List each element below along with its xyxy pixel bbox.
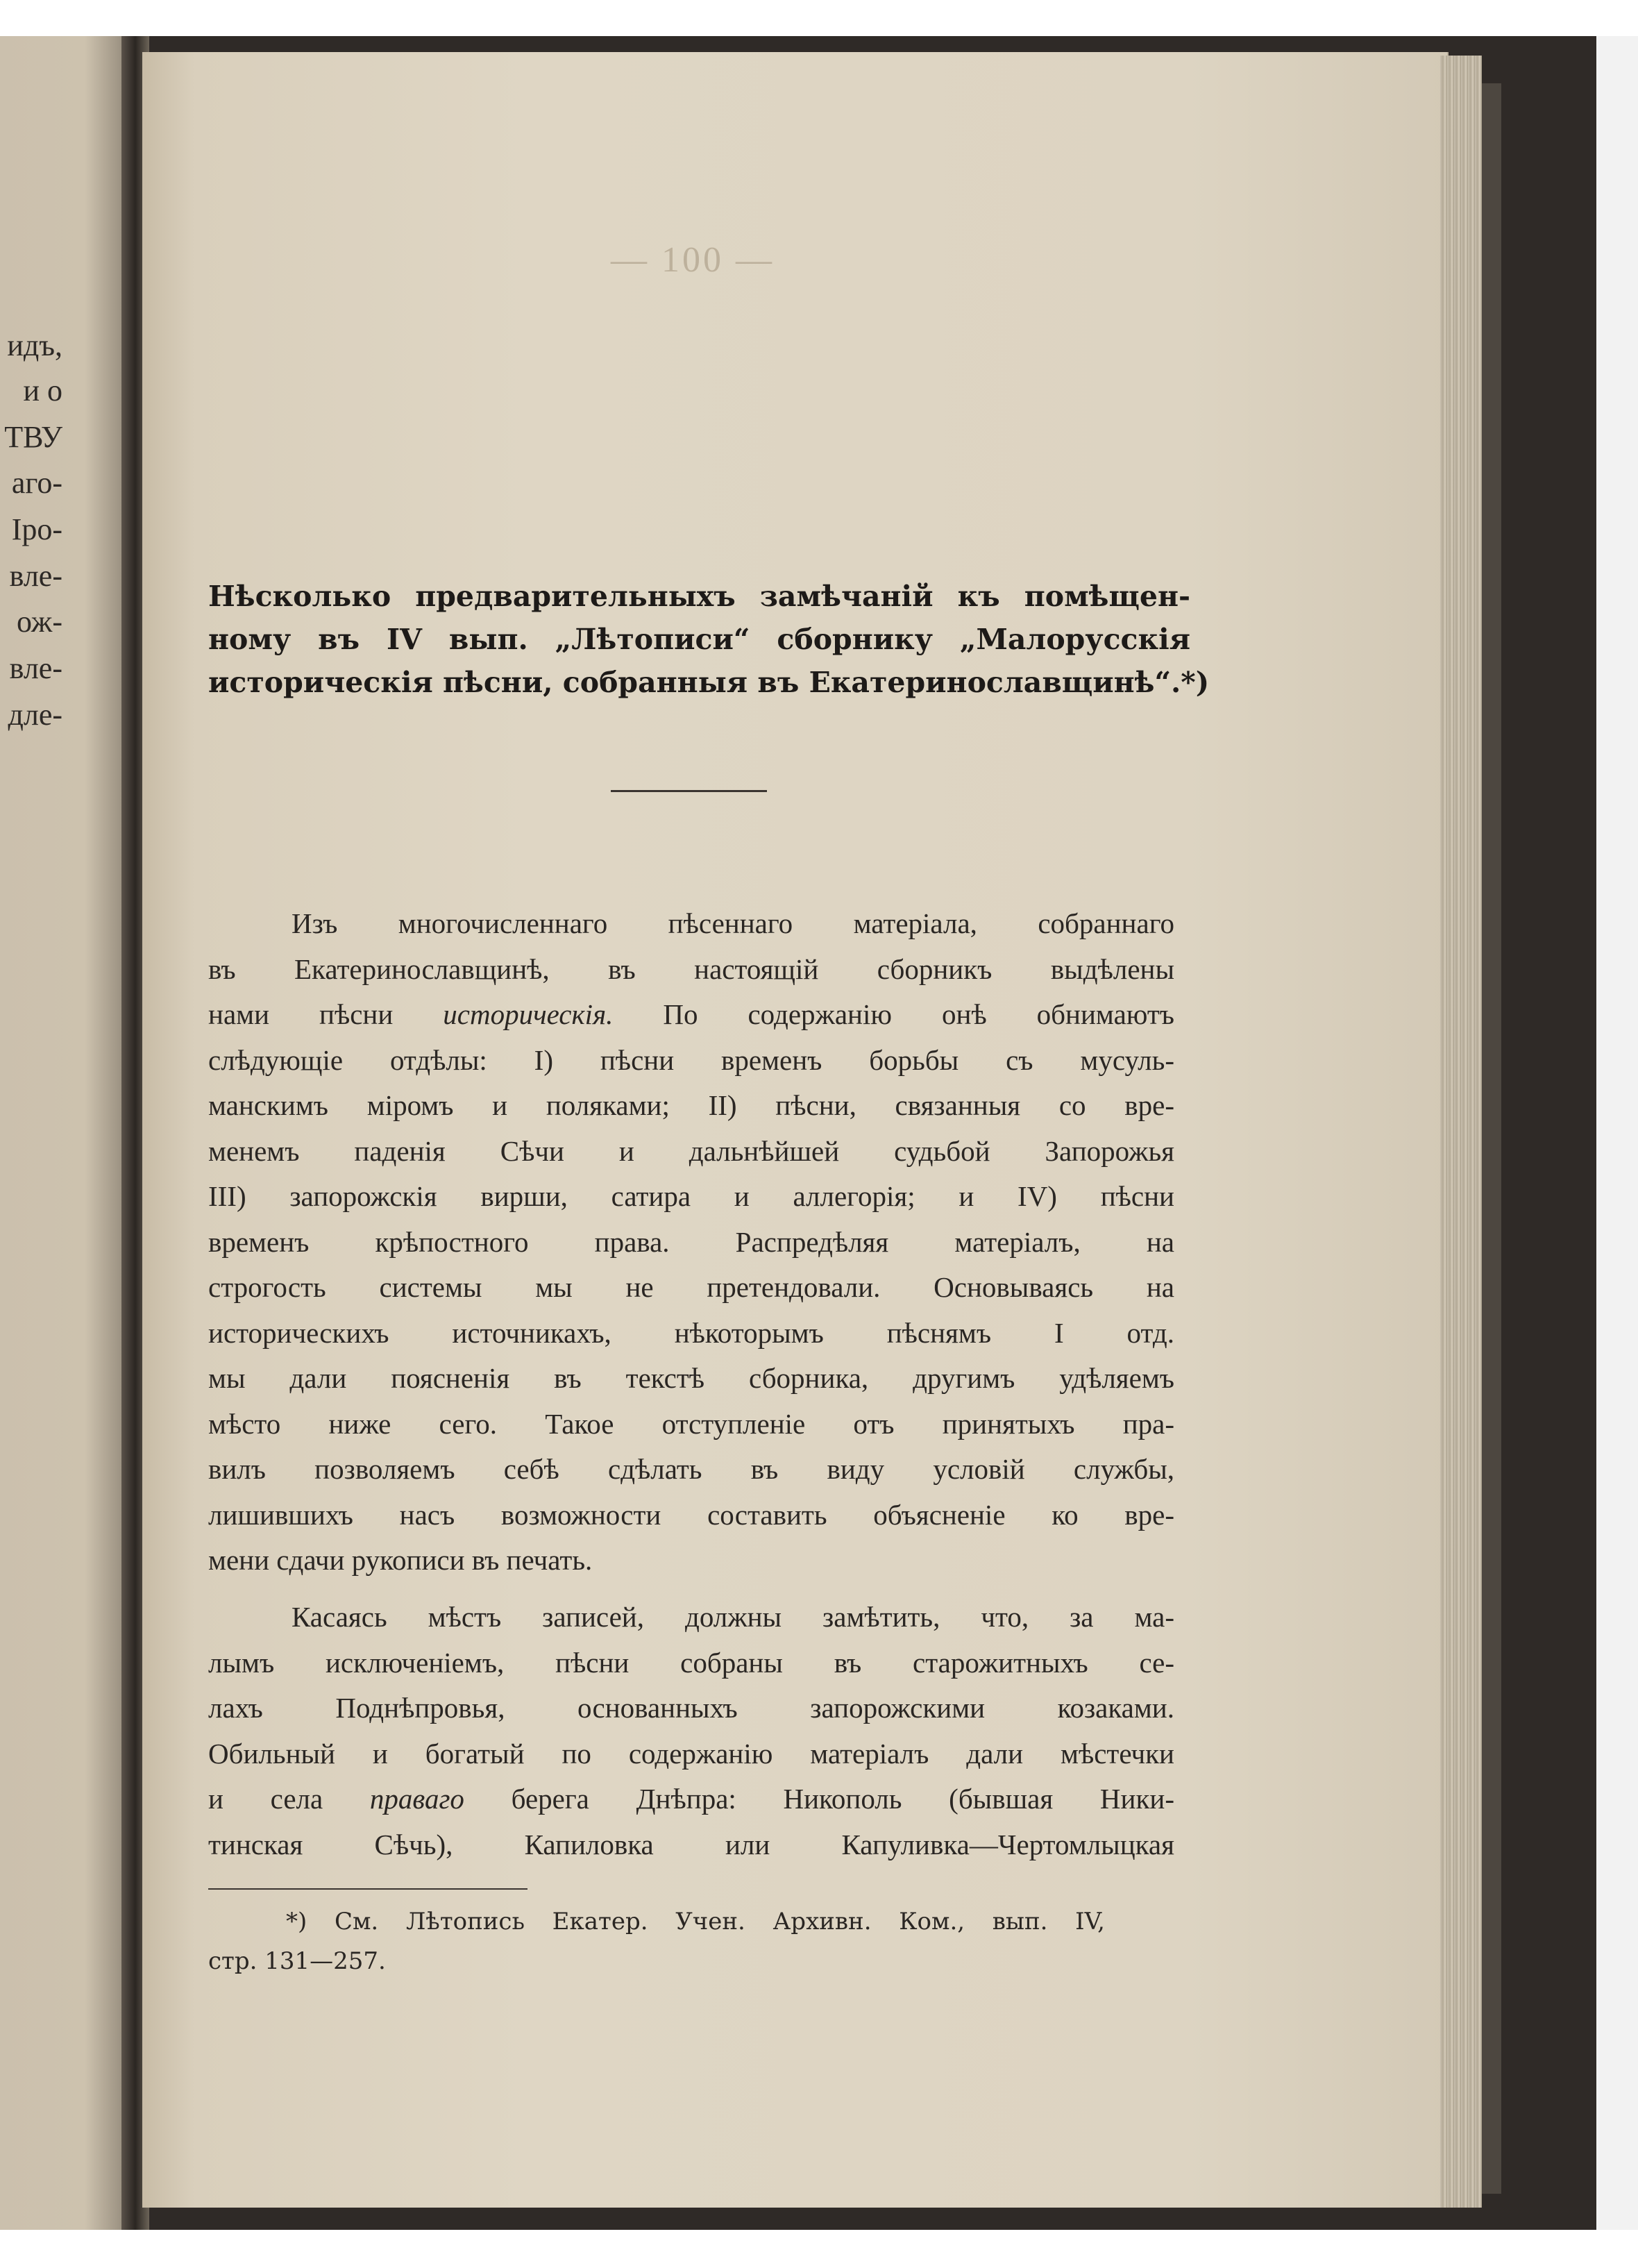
- text-segment: и села: [208, 1783, 370, 1815]
- text-line: вилъ позволяемъ себѣ сдѣлать въ виду условій службы,: [208, 1453, 1174, 1485]
- footnote-line: *) См. Лѣтопись Екатер. Учен. Архивн. Ком., вып. IV,: [286, 1908, 1105, 1935]
- text-line: мѣсто ниже сего. Такое отступленіе отъ принятыхъ пра-: [208, 1407, 1174, 1440]
- text-segment: нами пѣсни: [208, 998, 444, 1030]
- text-line: мени сдачи рукописи въ печать.: [208, 1544, 593, 1576]
- left-page-fragment: Іро-: [11, 512, 62, 546]
- text-line: въ Екатеринославщинѣ, въ настоящій сборникъ выдѣлены: [208, 952, 1174, 985]
- emphasized-word: историческія.: [443, 998, 614, 1030]
- footnote-divider: [208, 1888, 527, 1890]
- scan-margin: [1596, 36, 1638, 2230]
- emphasized-word: праваго: [369, 1783, 464, 1815]
- left-page-fragment: и о: [23, 373, 62, 408]
- text-segment: По содержанію онѣ обнимаютъ: [613, 998, 1174, 1030]
- left-page-fragment: ож-: [17, 605, 62, 639]
- text-line: лишившихъ насъ возможности составить объясненіе ко вре-: [208, 1498, 1174, 1531]
- heading-line: Нѣсколько предварительныхъ замѣчаній къ помѣщен-: [208, 580, 1190, 613]
- text-line: Обильный и богатый по содержанію матеріалъ дали мѣстечки: [208, 1737, 1174, 1770]
- left-page-fragment: вле-: [9, 559, 62, 593]
- footnote: [208, 1902, 1105, 1981]
- text-line: временъ крѣпостного права. Распредѣляя матеріалъ, на: [208, 1225, 1174, 1258]
- left-page-fragment: ТВУ: [4, 420, 62, 454]
- text-line: [208, 992, 1174, 1038]
- text-line: тинская Сѣчь), Капиловка или Капуливка—Чертомлыцкая: [208, 1828, 1174, 1860]
- book-cover-edge: [1482, 83, 1501, 2194]
- text-line: III) запорожскія вирши, сатира и аллегорія; и IV) пѣсни: [208, 1180, 1174, 1212]
- left-page-fragment: аго-: [11, 466, 62, 500]
- text-line: менемъ паденія Сѣчи и дальнѣйшей судьбой Запорожья: [208, 1134, 1174, 1167]
- left-page: [0, 36, 121, 2230]
- paragraph-2: [208, 1595, 1174, 1867]
- text-line: [208, 1776, 1174, 1822]
- text-line: мы дали поясненія въ текстѣ сборника, другимъ удѣляемъ: [208, 1362, 1174, 1394]
- page-edges: [1440, 56, 1482, 2208]
- paragraph-1: [208, 901, 1174, 1584]
- text-segment: берега Днѣпра: Никополь (бывшая Ники-: [464, 1783, 1174, 1815]
- bleed-through-page-number: — 100 —: [611, 240, 775, 280]
- heading-line: ному въ IV вып. „Лѣтописи“ сборнику „Малорусскія: [208, 623, 1190, 656]
- footnote-line: стр. 131—257.: [208, 1947, 386, 1975]
- left-page-fragment: идъ,: [7, 328, 62, 362]
- text-line: лахъ Поднѣпровья, основанныхъ запорожскими козаками.: [208, 1692, 1174, 1724]
- heading-divider: [611, 790, 767, 792]
- text-line: лымъ исключеніемъ, пѣсни собраны въ старожитныхъ се-: [208, 1646, 1174, 1679]
- article-heading: [208, 575, 1210, 704]
- text-line: Изъ многочисленнаго пѣсеннаго матеріала, собраннаго: [292, 907, 1174, 939]
- heading-line: историческія пѣсни, собранныя въ Екатеринославщинѣ“.*): [208, 666, 1210, 699]
- text-line: строгость системы мы не претендовали. Основываясь на: [208, 1271, 1174, 1303]
- left-page-fragment: дле-: [8, 698, 62, 732]
- text-line: манскимъ міромъ и поляками; II) пѣсни, связанныя со вре-: [208, 1089, 1174, 1121]
- text-line: слѣдующіе отдѣлы: I) пѣсни временъ борьбы съ мусуль-: [208, 1043, 1174, 1076]
- text-line: Касаясь мѣстъ записей, должны замѣтить, что, за ма-: [292, 1601, 1174, 1633]
- text-line: историческихъ источникахъ, нѣкоторымъ пѣснямъ I отд.: [208, 1316, 1174, 1349]
- left-page-fragment: вле-: [9, 651, 62, 685]
